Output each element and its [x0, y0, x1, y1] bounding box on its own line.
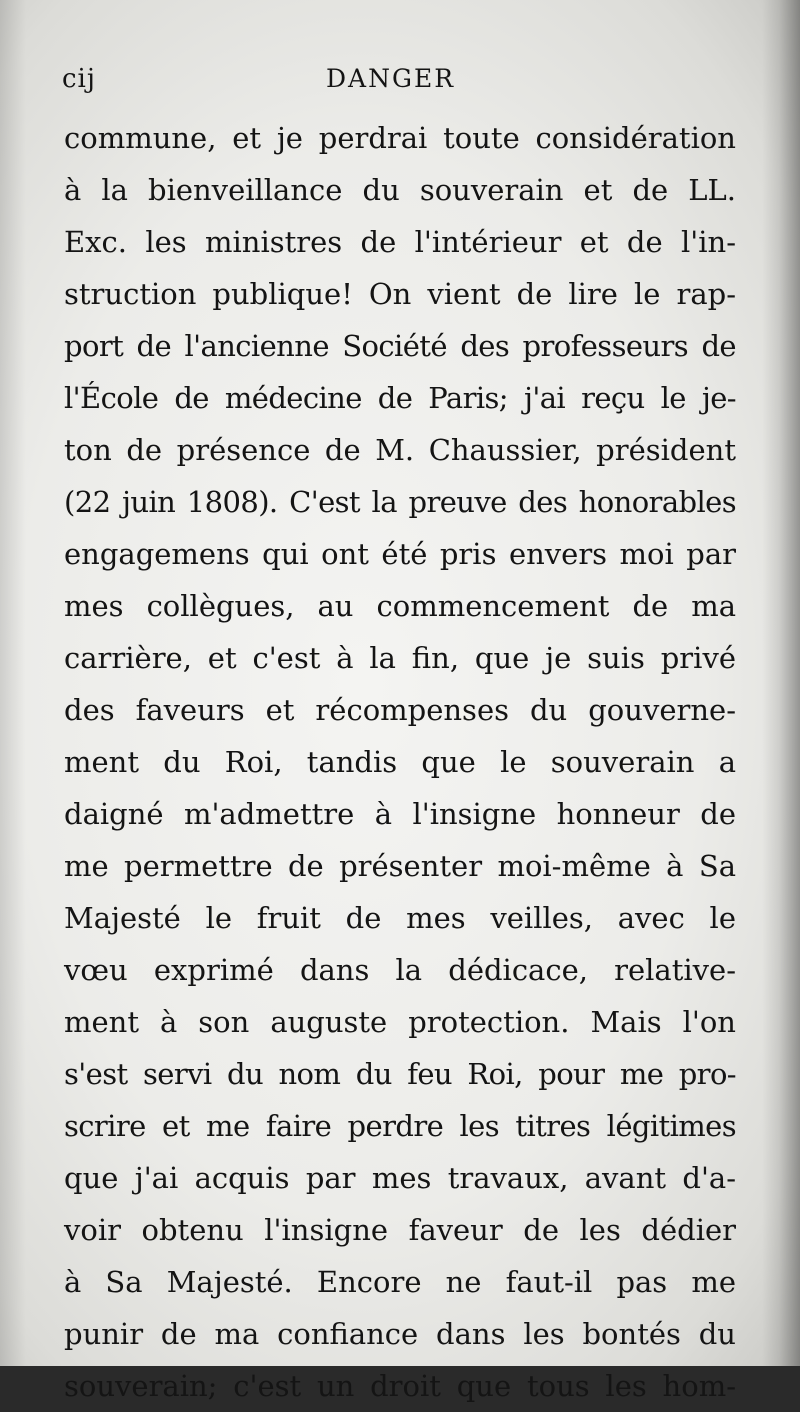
text-line: que j'ai acquis par mes travaux, avant d'a-: [64, 1161, 736, 1195]
body-text: [64, 112, 736, 1412]
text-line: struction publique! On vient de lire le rap-: [64, 277, 736, 311]
text-line: des faveurs et récompenses du gouverne-: [64, 693, 736, 727]
page-edge-shadow: [762, 0, 800, 1366]
page-gutter-shadow: [0, 0, 26, 1366]
text-line: souverain; c'est un droit que tous les hom-: [64, 1369, 736, 1403]
page-number: cij: [62, 64, 96, 94]
text-line: vœu exprimé dans la dédicace, relative-: [64, 953, 736, 987]
text-line: scrire et me faire perdre les titres légitimes: [64, 1109, 736, 1143]
running-title: DANGER: [326, 64, 456, 93]
text-line: Majesté le fruit de mes veilles, avec le: [64, 901, 736, 935]
text-line: commune, et je perdrai toute considération: [64, 121, 736, 155]
text-line: Exc. les ministres de l'intérieur et de l'in-: [64, 225, 736, 259]
text-line: punir de ma confiance dans les bontés du: [64, 1317, 736, 1351]
text-line: engagemens qui ont été pris envers moi par: [64, 537, 736, 571]
text-line: à Sa Majesté. Encore ne faut-il pas me: [64, 1265, 736, 1299]
text-line: à la bienveillance du souverain et de LL.: [64, 173, 736, 207]
text-line: port de l'ancienne Société des professeurs de: [64, 329, 736, 363]
text-line: me permettre de présenter moi-même à Sa: [64, 849, 736, 883]
page-header: [62, 60, 742, 100]
text-line: carrière, et c'est à la fin, que je suis privé: [64, 641, 736, 675]
text-line: s'est servi du nom du feu Roi, pour me pro-: [64, 1057, 736, 1091]
text-line: ment à son auguste protection. Mais l'on: [64, 1005, 736, 1039]
text-line: (22 juin 1808). C'est la preuve des honorables: [64, 485, 736, 519]
text-line: voir obtenu l'insigne faveur de les dédier: [64, 1213, 736, 1247]
text-line: daigné m'admettre à l'insigne honneur de: [64, 797, 736, 831]
text-line: l'École de médecine de Paris; j'ai reçu le je-: [64, 381, 736, 415]
text-line: mes collègues, au commencement de ma: [64, 589, 736, 623]
text-line: ton de présence de M. Chaussier, président: [64, 433, 736, 467]
text-line: ment du Roi, tandis que le souverain a: [64, 745, 736, 779]
